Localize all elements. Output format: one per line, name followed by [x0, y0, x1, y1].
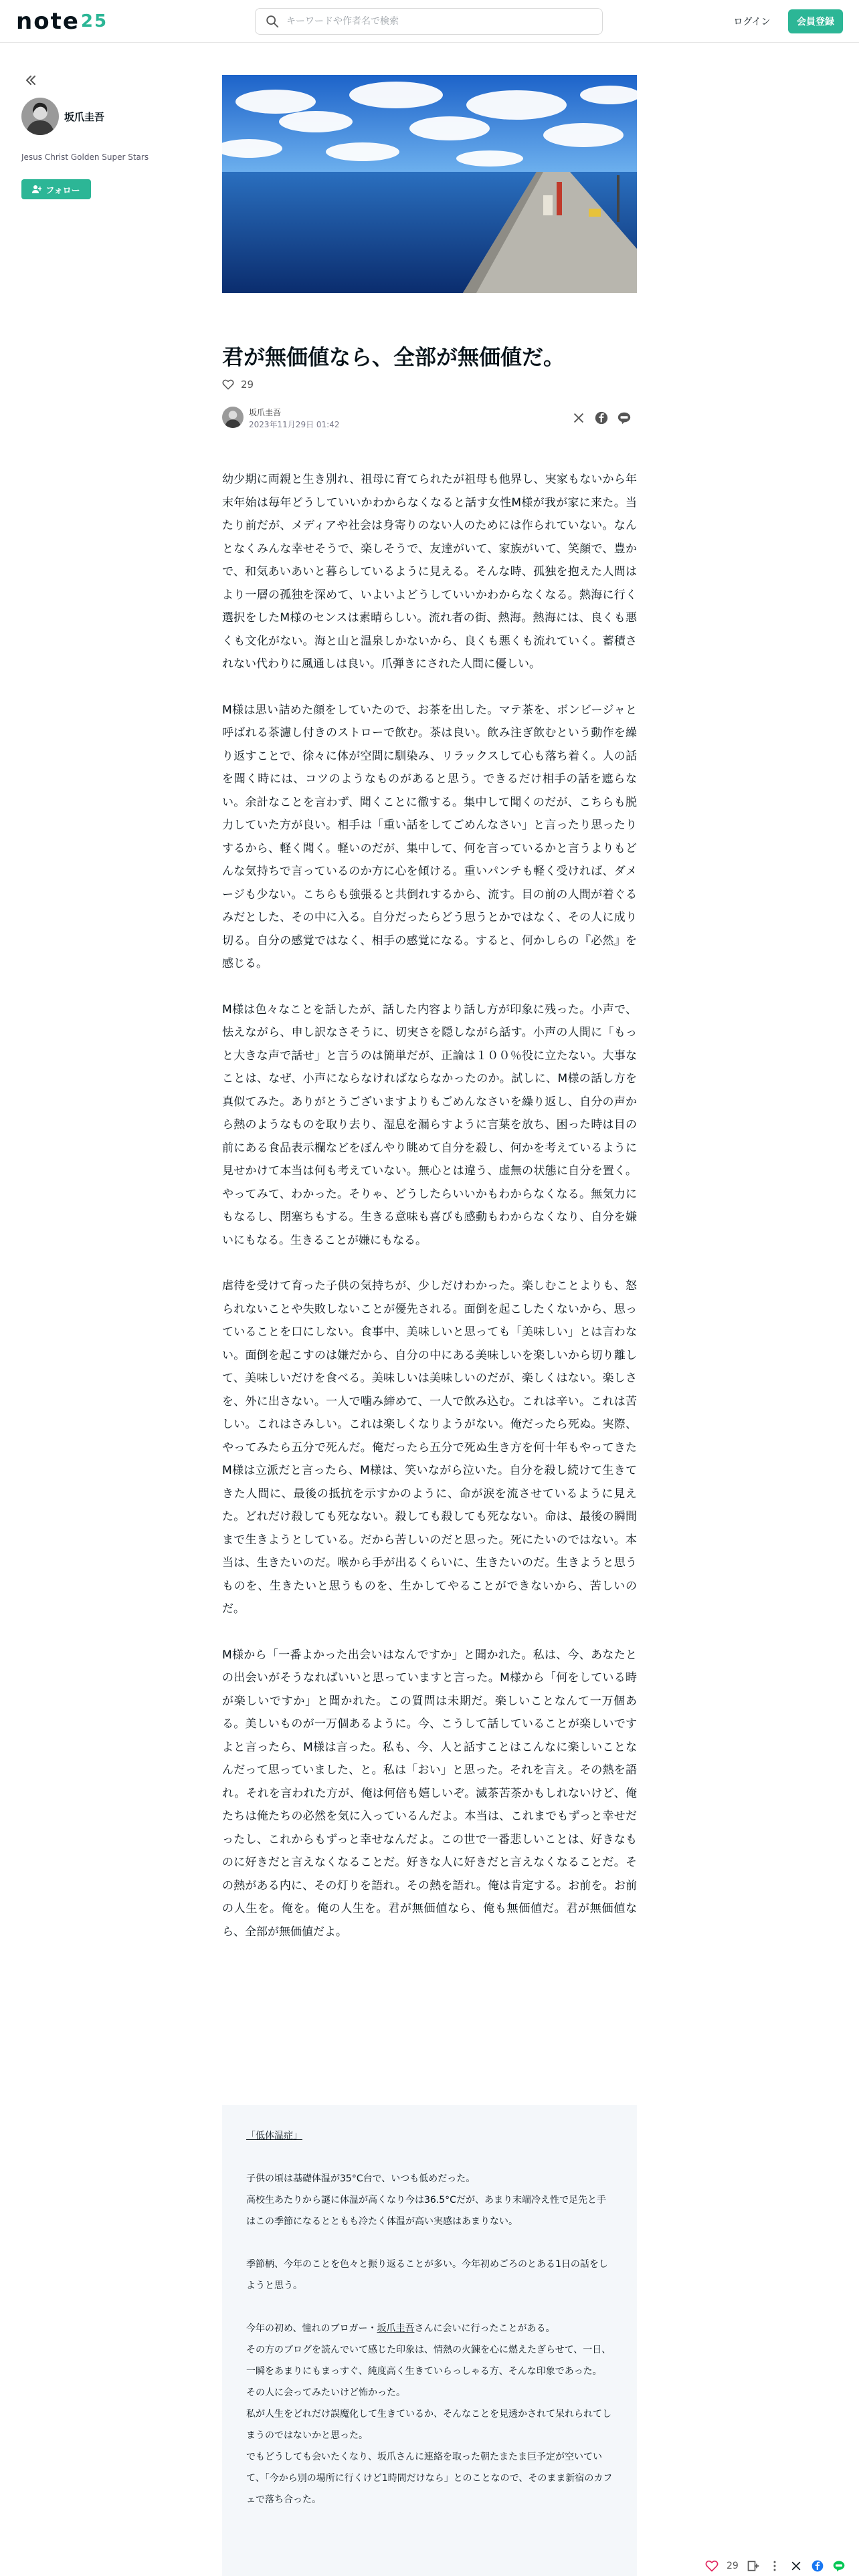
author-name[interactable]: 坂爪圭吾 [249, 408, 282, 417]
collapse-sidebar-icon[interactable] [23, 72, 39, 88]
author-avatar[interactable] [222, 407, 244, 428]
heart-icon[interactable] [705, 2559, 719, 2573]
quote-line-suffix: さんに会いに行ったことがある。 [414, 2323, 555, 2334]
more-icon[interactable] [768, 2559, 781, 2573]
quote-paragraph-1: 子供の頃は基礎体温が35°C台で、いつも低めだった。 高校生あたりから謎に体温が高くなり今は36.5°Cだが、あまり末端冷え性で足先と手はこの季節になるとともも冷たく体温が高い実感はあまりない。 [246, 2173, 606, 2227]
person-plus-icon [32, 185, 41, 194]
follow-label: フォロー [45, 185, 80, 196]
x-share-icon[interactable] [571, 411, 586, 425]
sidebar-author-name[interactable]: 坂爪圭吾 [64, 111, 105, 123]
quote-paragraph-2: 季節柄、今年のことを色々と振り返ることが多い。今年初めごろのとある1日の話をしようと思う。 [246, 2259, 608, 2291]
author-avatar-image [222, 407, 244, 428]
like-count: 29 [241, 379, 254, 391]
logo-version: 25 [80, 11, 108, 31]
quote-line-7: でもどうしても会いたくなり、坂爪さんに連絡を取った朝たまたま巨予定が空いていて、「今から別の場所に行くけど1時間だけなら」とのことなので、そのまま新宿のカフェで落ち合った。 [246, 2452, 613, 2505]
article-title: 君が無価値なら、全部が無価値だ。 [222, 344, 565, 370]
hero-image [222, 75, 637, 293]
x-share-icon[interactable] [789, 2559, 803, 2573]
quote-line-prefix: 今年の初め、憧れのブロガー・ [246, 2323, 377, 2334]
quote-paragraph-3 [246, 2318, 613, 2339]
line-share-icon[interactable] [617, 411, 632, 425]
avatar-image [21, 98, 59, 135]
quote-line-4: その方のブログを読んでいて感じた印象は、情熱の火錬を心に燃えたぎらせて、一日、一瞬をあまりにもまっすぐ、純度高く生きていらっしゃる方、そんな印象であった。 [246, 2345, 611, 2377]
quote-author-link[interactable]: 坂爪圭吾 [377, 2323, 415, 2334]
publish-date: 2023年11月29日 01:42 [249, 420, 340, 429]
paragraph-5: M様から「一番よかった出会いはなんですか」と聞かれた。私は、今、あなたとの出会いがそうなればいいと思っていますと言った。M様から「何をしている時が楽しいですか」と聞かれた。この質問は未期だ。楽しいことなんて一万個ある。美しいものが一万個あるように。今、こうして話していることが楽しいですよと言ったら、M様は言った。私も、今、人と話すことはこんなに楽しいことなんだって思っていました、と。私は「おい」と思った。それを言え。その熱を語れ。それを言われた方が、俺は何倍も嬉しいぞ。滅茶苦茶かもしれないけど、俺たちは俺たちの必然を気に入っているんだよ。本当は、これまでもずっと幸せだったし、これからもずっと幸せなんだよ。この世で一番悲しいことは、好きなものに好きだと言えなくなることだ。好きな人に好きだと言えなくなることだ。その熱がある内に、その灯りを語れ。その熱を語れ。俺は肯定する。お前を。お前の人生を。俺を。俺の人生を。君が無価値なら、俺も無価値だ。君が無価値なら、全部が無価値だよ。 [222, 1648, 637, 1939]
facebook-share-icon[interactable] [594, 411, 609, 425]
follow-button[interactable] [21, 179, 91, 199]
facebook-share-icon[interactable] [811, 2559, 824, 2573]
line-share-icon[interactable] [832, 2559, 846, 2573]
author-row [222, 407, 637, 433]
magazine-add-icon[interactable] [747, 2559, 760, 2573]
quote-line-6: 私が人生をどれだけ誤魔化して生きているか、そんなことを見透かされて呆れられてしまうのではないかと思った。 [246, 2409, 611, 2441]
signup-button[interactable]: 会員登録 [788, 9, 843, 33]
search-input[interactable] [286, 16, 581, 27]
logo-text: note [16, 8, 80, 35]
heart-icon[interactable] [222, 379, 234, 391]
quote-line-5: その人に会ってみたいけど怖かった。 [246, 2387, 405, 2398]
paragraph-4: 虐待を受けて育った子供の気持ちが、少しだけわかった。楽しむことよりも、怒られないことや失敗しないことが優先される。面倒を起こしたくないから、思っていることを口にしない。食事中、美味しいと思っても「美味しい」とは言わない。面倒を起こすのは嫌だから、自分の中にある美味しいを楽しいから切り離して、美味しいだけを食べる。美味しいは美味しいのだが、楽しくはない。楽しさを、外に出さない。一人で噛み締めて、一人で飲み込む。これは辛い。これは苦しい。これはさみしい。これは楽しくなりようがない。俺だったら死ぬ。実際、やってみたら五分で死んだ。俺だったら五分で死ぬ生き方を何十年もやってきたM様は立派だと言ったら、M様は、笑いながら泣いた。自分を殺し続けて生きてきた人間に、最後の抵抗を示すかのように、命が涙を流させているように見えた。どれだけ殺しても死なない。殺しても殺しても死なない。命は、最後の瞬間まで生きようとしている。だから苦しいのだと思った。死にたいのではない。本当は、生きたいのだ。喉から手が出るくらいに、生きたいのだ。生きようと思うものを、生きたいと思うものを、生かしてやることができないから、苦しいのだ。 [222, 1279, 637, 1616]
site-header [0, 0, 859, 43]
avatar[interactable] [21, 98, 59, 135]
search-box[interactable] [255, 8, 603, 35]
note-logo[interactable] [16, 8, 108, 35]
article-body [222, 468, 637, 1966]
login-button[interactable]: ログイン [733, 17, 771, 27]
paragraph-3: M様は色々なことを話したが、話した内容より話し方が印象に残った。小声で、怯えながら、申し訳なさそうに、切実さを隠しながら話す。小声の人間に「もっと大きな声で話せ」と言うのは簡単だが、正論は１００％役に立たない。大事なことは、なぜ、小声にならなければならなかったのか。試しに、M様の話し方を真似てみた。ありがとうございますよりもごめんなさいを繰り返し、自分の声から熱のようなものを取り去り、湿息を漏らすように言葉を放ち、困った時は目の前にある食品表示欄などをぼんやり眺めて自分を殺し、何かを考えているように見せかけて本当は何も考えていない。無心とは違う、虚無の状態に自分を置く。やってみて、わかった。そりゃ、どうしたらいいかもわからなくなる。無気力にもなるし、閉塞ちもする。生きる意味も喜びも感動もわからなくなり、自分を嫌いにもなる。生きることが嫌にもなる。 [222, 1002, 637, 1247]
floating-action-bar [696, 2556, 859, 2576]
like-counter[interactable] [222, 379, 254, 391]
paragraph-2: M様は思い詰めた顔をしていたので、お茶を出した。マテ茶を、ボンビージャと呼ばれる茶濾し付きのストローで飲む。茶は良い。飲み注ぎ飲むという動作を繰り返すことで、徐々に体が空間に馴染み、リラックスして心も落ち着く。人の話を聞く時には、コツのようなものがあると思う。できるだけ相手の話を遮らない。余計なことを言わず、聞くことに徹する。集中して聞くのだが、こちらも脱力していた方が良い。相手は「重い話をしてごめんなさい」と言ったり思ったりするから、軽く聞く。軽いのだが、集中して、何を言っているかと言うよりもどんな気持ちで言っているのか方に心を傾ける。重いパンチも軽く受ければ、ダメージも少ない。こちらも強張ると共倒れするから、流す。目の前の人間が着ぐるみだとした、その中に入る。自分だったらどう思うとかではなく、その人に成り切る。自分の感覚ではなく、相手の感覚になる。すると、何かしらの『必然』を感じる。 [222, 703, 637, 970]
paragraph-1: 幼少期に両親と生き別れ、祖母に育てられたが祖母も他界し、実家もないから年末年始は毎年どうしていいかわからなくなると話す女性M様が我が家に来た。当たり前だが、メディアや社会は身寄りのない人のためには作られていない。なんとなくみんな幸せそうで、楽しそうで、友達がいて、家族がいて、笑顔で、豊かで、和気あいあいと暮らしているように見える。そんな時、孤独を抱えた人間はより一層の孤独を深めて、いよいよどうしていいかわからなくなる。熱海に行く選択をしたM様のセンスは素晴らしい。流れ者の街、熱海。熱海には、良くも悪くも文化がない。海と山と温泉しかないから、良くも悪くも流れていく。蓄積されない代わりに風通しは良い。爪弾きにされた人間に優しい。 [222, 473, 637, 671]
quote-title[interactable]: 「低体温症」 [246, 2131, 302, 2141]
embedded-quote [222, 2105, 637, 2576]
sidebar-bio: Jesus Christ Golden Super Stars [21, 152, 149, 162]
pier-ocean-photo [222, 75, 637, 293]
search-icon [265, 14, 280, 29]
floating-like-count: 29 [727, 2561, 739, 2571]
